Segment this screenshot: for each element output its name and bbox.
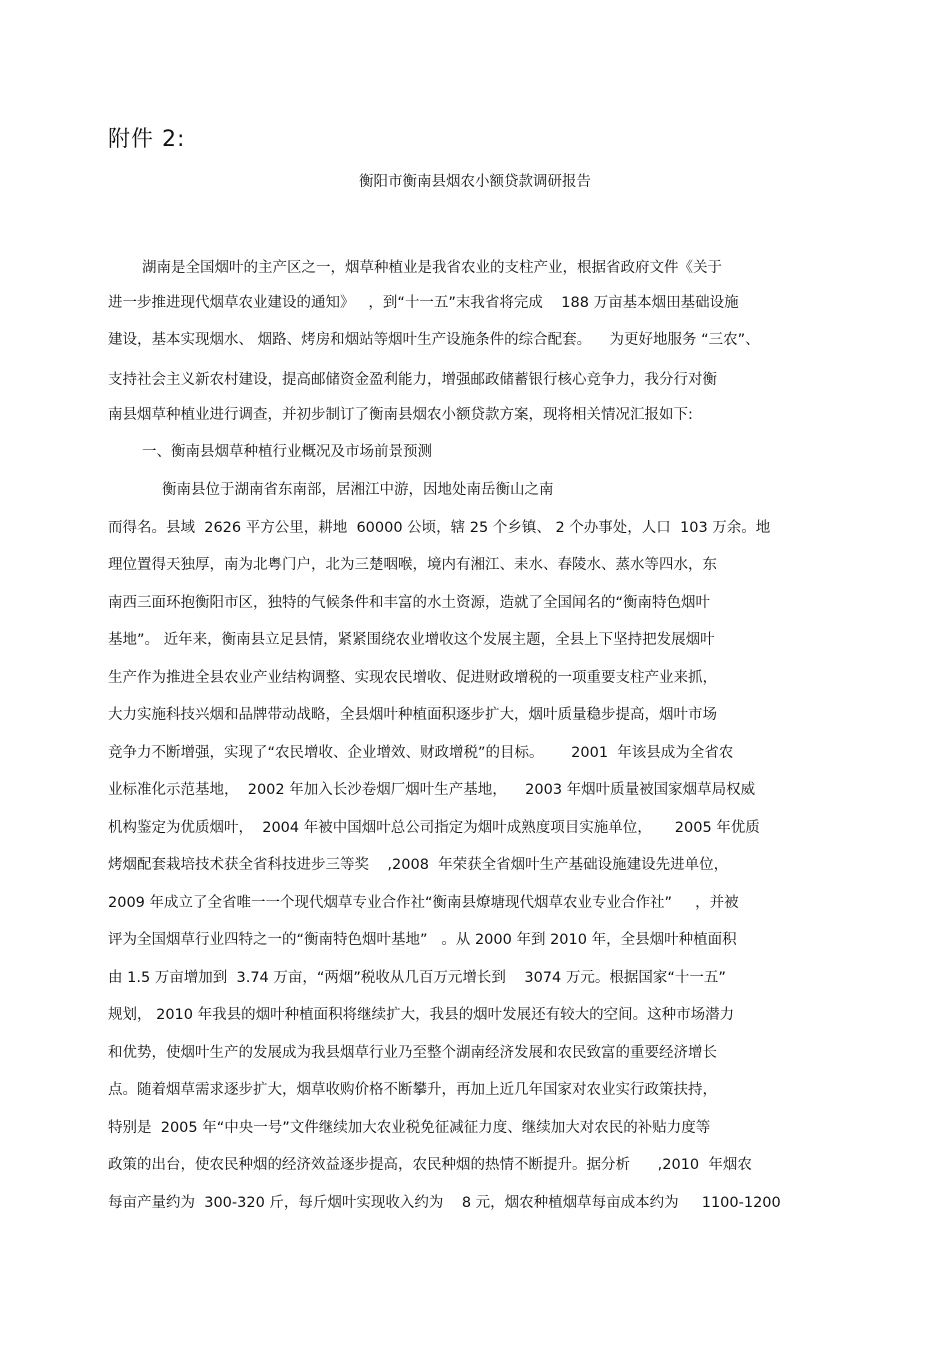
body-line: 南西三面环抱衡阳市区，独特的气候条件和丰富的水土资源，造就了全国闻名的“衡南特色烟叶: [108, 595, 711, 611]
attachment-heading: 附件 2:: [108, 127, 186, 152]
body-line: 衡南县位于湖南省东南部，居湘江中游，因地处南岳衡山之南: [162, 482, 554, 498]
body-line: 支持社会主义新农村建设，提高邮储资金盈利能力，增强邮政储蓄银行核心竞争力，我分行对衡: [108, 372, 717, 388]
body-line: 南县烟草种植业进行调查，并初步制订了衡南县烟农小额贷款方案，现将相关情况汇报如下:: [108, 407, 693, 423]
body-line: 特别是 2005 年“中央一号”文件继续加大农业税免征减征力度、继续加大对农民的补贴力度等: [108, 1120, 711, 1136]
body-line: 每亩产量约为 300-320 斤，每斤烟叶实现收入约为 8 元，烟农种植烟草每亩成本约为 1100-1200: [108, 1195, 781, 1211]
body-line: 大力实施科技兴烟和品牌带动战略，全县烟叶种植面积逐步扩大，烟叶质量稳步提高，烟叶市场: [108, 707, 717, 723]
body-line: 建设，基本实现烟水、 烟路、烤房和烟站等烟叶生产设施条件的综合配套。 为更好地服务 “三农”、: [108, 332, 760, 348]
body-line: 竞争力不断增强，实现了“农民增收、企业增效、财政增税”的目标。 2001 年该县成为全省农: [108, 745, 734, 761]
body-line: 湖南是全国烟叶的主产区之一，烟草种植业是我省农业的支柱产业，根据省政府文件《关于: [142, 260, 722, 276]
body-line: 进一步推进现代烟草农业建设的通知》 ，到“十一五”末我省将完成 188 万亩基本烟田基础设施: [108, 295, 739, 311]
body-line: 基地”。 近年来，衡南县立足县情，紧紧围绕农业增收这个发展主题，全县上下坚持把发展烟叶: [108, 632, 715, 648]
body-line: 点。随着烟草需求逐步扩大，烟草收购价格不断攀升，再加上近几年国家对农业实行政策扶持，: [108, 1082, 717, 1098]
section-heading: 一、衡南县烟草种植行业概况及市场前景预测: [142, 444, 432, 460]
report-title: 衡阳市衡南县烟农小额贷款调研报告: [359, 174, 591, 190]
body-line: 2009 年成立了全省唯一一个现代烟草专业合作社“衡南县燎塘现代烟草农业专业合作社” ，并被: [108, 895, 739, 911]
body-line: 政策的出台，使农民种烟的经济效益逐步提高，农民种烟的热情不断提升。据分析 ,2010 年烟农: [108, 1157, 752, 1173]
body-line: 而得名。县域 2626 平方公里，耕地 60000 公顷，辖 25 个乡镇、 2 个办事处，人口 103 万余。地: [108, 520, 771, 536]
body-line: 生产作为推进全县农业产业结构调整、实现农民增收、促进财政增税的一项重要支柱产业来抓，: [108, 670, 717, 686]
body-line: 机构鉴定为优质烟叶， 2004 年被中国烟叶总公司指定为烟叶成熟度项目实施单位， 2005 年优质: [108, 820, 760, 836]
body-line: 评为全国烟草行业四特之一的“衡南特色烟叶基地” 。从 2000 年到 2010 年，全县烟叶种植面积: [108, 932, 737, 948]
body-line: 和优势，使烟叶生产的发展成为我县烟草行业乃至整个湖南经济发展和农民致富的重要经济增长: [108, 1045, 717, 1061]
body-line: 业标准化示范基地， 2002 年加入长沙卷烟厂烟叶生产基地， 2003 年烟叶质量被国家烟草局权威: [108, 782, 756, 798]
body-line: 理位置得天独厚，南为北粤门户，北为三楚咽喉，境内有湘江、耒水、春陵水、蒸水等四水，东: [108, 557, 717, 573]
body-line: 由 1.5 万亩增加到 3.74 万亩，“两烟”税收从几百万元增长到 3074 万元。根据国家“十一五”: [108, 970, 726, 986]
body-line: 规划， 2010 年我县的烟叶种植面积将继续扩大，我县的烟叶发展还有较大的空间。这种市场潜力: [108, 1007, 735, 1023]
body-line: 烤烟配套栽培技术获全省科技进步三等奖 ,2008 年荣获全省烟叶生产基础设施建设先进单位，: [108, 857, 729, 873]
